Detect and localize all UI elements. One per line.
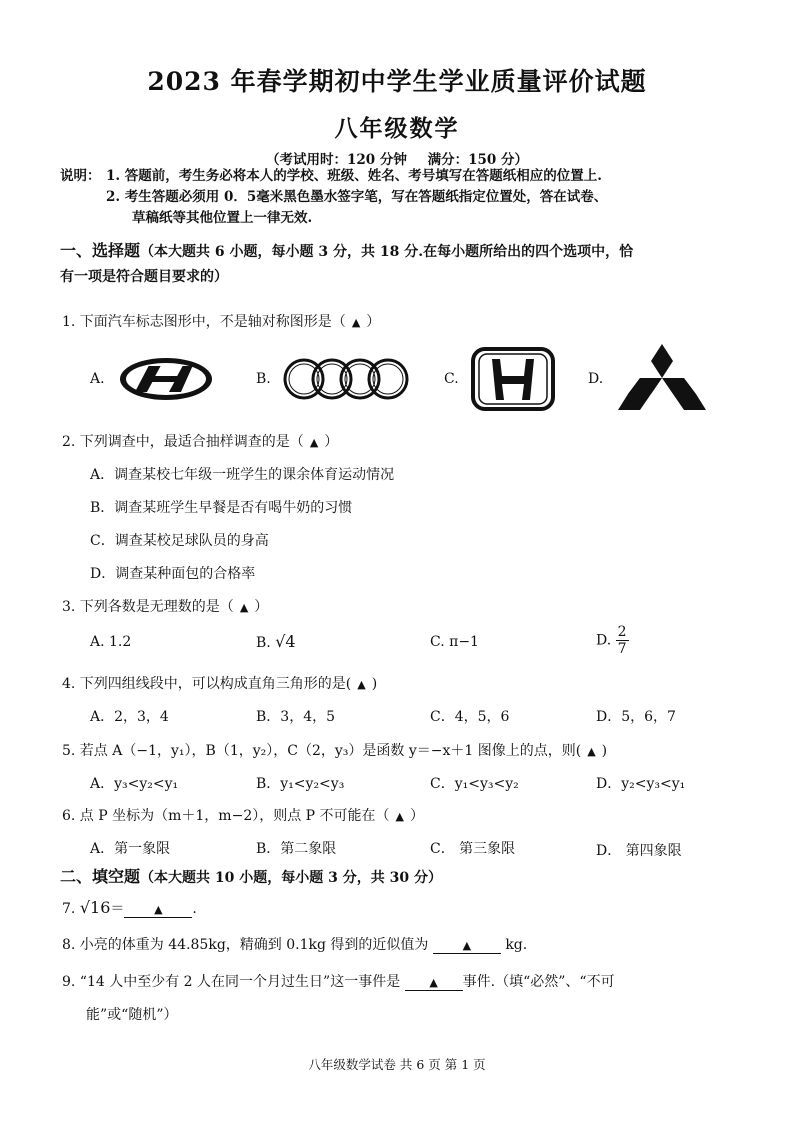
question-8-stem: 8. 小亮的体重为 44.85kg，精确到 0.1kg 得到的近似值为	[62, 937, 429, 953]
option-1c-label: C.	[444, 371, 459, 387]
answer-marker: ▲	[154, 903, 163, 916]
exam-time-info	[0, 148, 794, 168]
section-1-desc: （本大题共 6 小题，每小题 3 分，共 18 分.在每小题所给出的四个选项中，恰	[140, 244, 634, 260]
question-7	[62, 898, 197, 918]
question-7-number: 7.	[62, 901, 76, 917]
question-3-close: ）	[254, 599, 269, 615]
answer-marker: ▲	[239, 601, 249, 614]
option-2c: C．调查某校足球队员的身高	[90, 533, 269, 549]
h-logo-icon	[470, 346, 556, 412]
question-1-close: ）	[366, 314, 381, 330]
page-footer: 八年级数学试卷 共 6 页 第 1 页	[308, 1057, 486, 1072]
question-1	[62, 311, 380, 331]
option-1a-label: A.	[90, 371, 105, 387]
option-6a: A．第一象限	[90, 841, 171, 857]
option-3b-label: B.	[256, 635, 271, 651]
answer-marker: ▲	[351, 316, 361, 329]
option-6b: B．第二象限	[256, 841, 337, 857]
question-3-stem: 3. 下列各数是无理数的是（	[62, 599, 234, 615]
section-1-header	[60, 238, 633, 261]
four-rings-logo-icon	[282, 356, 412, 402]
section-2-header	[60, 864, 442, 887]
answer-marker: ▲	[429, 976, 438, 989]
fraction-denominator: 7	[617, 641, 627, 657]
option-3d-fraction	[616, 624, 629, 657]
option-4b: B．3，4，5	[256, 709, 336, 725]
option-5b: B．y₁<y₂<y₃	[256, 776, 345, 792]
instruction-2-cont: 草稿纸等其他位置上一律无效.	[132, 210, 313, 226]
fraction-numerator: 2	[617, 624, 627, 640]
question-8-unit: kg.	[505, 937, 528, 953]
answer-marker: ▲	[462, 939, 472, 952]
instruction-2: 2. 考生答题必须用 0．5毫米黑色墨水签字笔，写在答题纸指定位置处，答在试卷、	[106, 189, 608, 205]
question-1-stem: 1. 下面汽车标志图形中，不是轴对称图形是（	[62, 314, 346, 330]
option-3a: A. 1.2	[90, 634, 132, 650]
question-3	[62, 596, 268, 616]
section-1-title: 一、选择题	[60, 241, 141, 260]
option-1d-label: D.	[588, 371, 604, 387]
option-6d: D． 第四象限	[596, 843, 682, 859]
exam-duration: （考试用时：120 分钟	[266, 152, 407, 168]
hyundai-logo-icon	[118, 356, 214, 402]
question-9-line-2: 能”或“随机”）	[86, 1007, 178, 1023]
answer-marker: ▲	[587, 745, 596, 758]
question-2-stem: 2. 下列调查中，最适合抽样调查的是（	[62, 434, 304, 450]
option-3d	[596, 624, 629, 657]
answer-marker: ▲	[309, 436, 319, 449]
question-2	[62, 431, 338, 451]
exam-subtitle: 八年级数学	[334, 115, 460, 142]
answer-marker: ▲	[395, 810, 405, 823]
option-5a: A．y₃<y₂<y₁	[90, 776, 179, 792]
option-2a: A．调查某校七年级一班学生的课余体育运动情况	[90, 467, 395, 483]
option-4a: A．2，3，4	[90, 709, 169, 725]
section-2-title: 二、填空题	[60, 867, 141, 886]
option-4c: C．4，5，6	[430, 709, 510, 725]
option-2b: B．调查某班学生早餐是否有喝牛奶的习惯	[90, 500, 353, 516]
question-9-blank	[405, 974, 463, 991]
question-9-tail: 事件.（填“必然”、“不可	[462, 974, 615, 990]
question-4-stem: 4. 下列四组线段中，可以构成直角三角形的是(	[62, 676, 352, 692]
question-5	[62, 740, 607, 760]
question-7-blank	[124, 901, 192, 918]
exam-full-score: 满分：150 分）	[427, 152, 528, 168]
question-6-close: ）	[410, 808, 425, 824]
question-9-stem: 9. “14 人中至少有 2 人在同一个月过生日”这一事件是	[62, 974, 401, 990]
question-5-close: )	[601, 743, 608, 759]
option-3b-value: √4	[275, 632, 296, 651]
question-4-close: )	[371, 676, 378, 692]
question-9	[62, 971, 615, 991]
three-diamonds-logo-icon	[616, 342, 708, 414]
instructions-label: 说明：	[60, 168, 101, 184]
option-3d-label: D.	[596, 632, 612, 649]
answer-marker: ▲	[357, 678, 366, 691]
question-6	[62, 805, 424, 825]
question-2-close: ）	[324, 434, 339, 450]
option-6c: C． 第三象限	[430, 841, 516, 857]
instructions	[60, 166, 607, 229]
option-5d: D．y₂<y₃<y₁	[596, 776, 686, 792]
instruction-1: 1. 答题前，考生务必将本人的学校、班级、姓名、考号填写在答题纸相应的位置上.	[106, 168, 602, 184]
exam-title: 2023 年春学期初中学生学业质量评价试题	[147, 67, 647, 96]
option-3b	[256, 632, 296, 651]
option-3c: C. π−1	[430, 634, 479, 650]
question-8	[62, 934, 527, 954]
question-6-stem: 6. 点 P 坐标为（m＋1，m−2），则点 P 不可能在（	[62, 808, 390, 824]
section-1-desc-2: 有一项是符合题目要求的）	[60, 269, 228, 285]
option-1b-label: B.	[256, 371, 271, 387]
option-4d: D．5，6，7	[596, 709, 676, 725]
question-7-end: .	[192, 901, 197, 917]
question-4	[62, 673, 377, 693]
question-5-stem: 5. 若点 A（−1，y₁），B（1，y₂），C（2，y₃）是函数 y＝−x＋1 图像上的点，则(	[62, 743, 582, 759]
option-5c: C．y₁<y₃<y₂	[430, 776, 519, 792]
question-7-expression: √16	[79, 898, 111, 917]
question-8-blank	[433, 937, 501, 954]
section-2-desc: （本大题共 10 小题，每小题 3 分，共 30 分）	[140, 870, 442, 886]
option-2d: D．调查某种面包的合格率	[90, 566, 256, 582]
question-7-equals: ＝	[110, 901, 125, 917]
